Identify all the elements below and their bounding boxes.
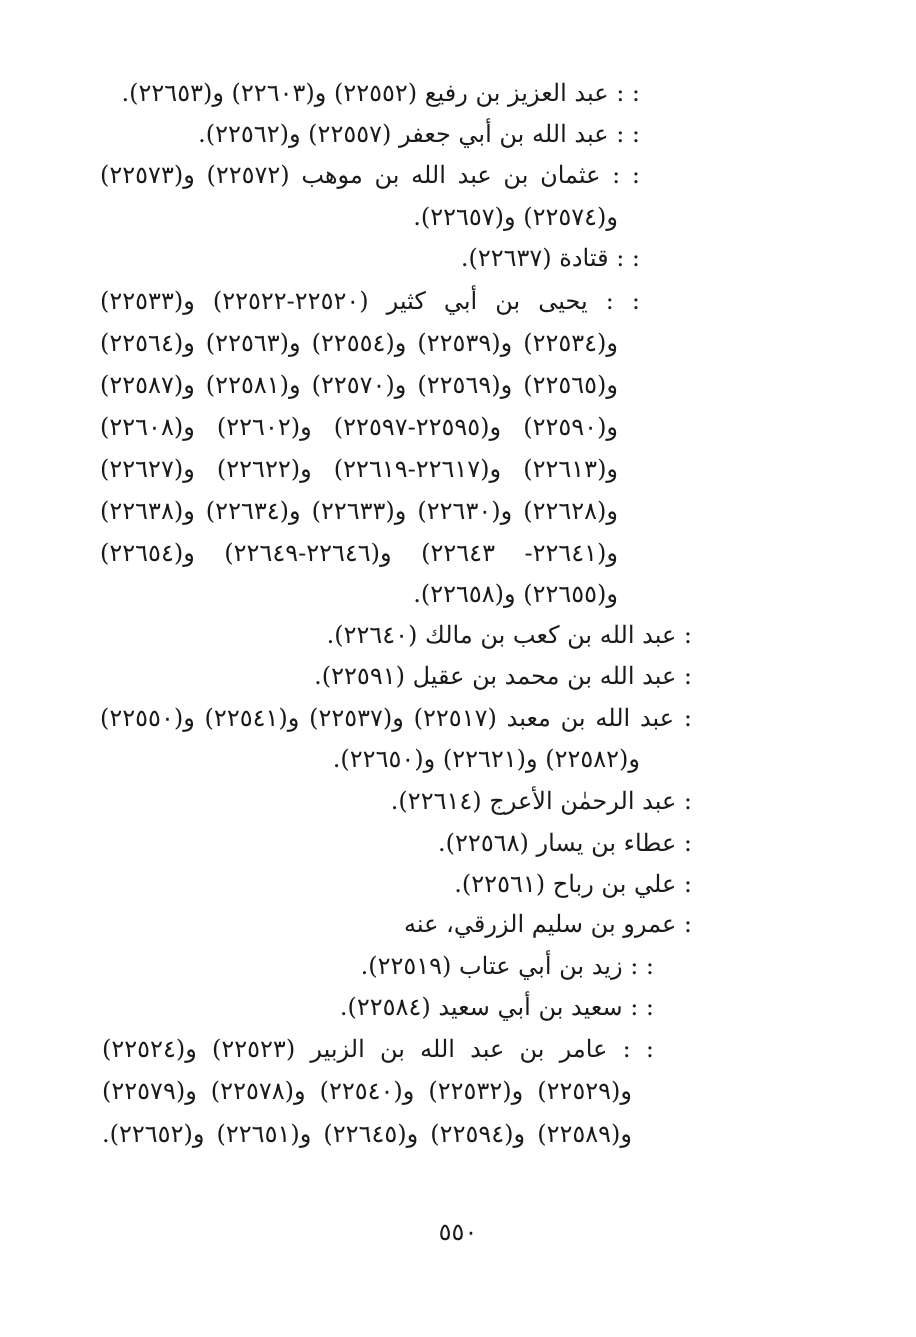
text-line: : : عامر بن عبد الله بن الزبير (٢٢٥٢٣) و(٢٢٥٢٤): [102, 1035, 654, 1063]
text-line: : عمرو بن سليم الزرقي، عنه: [404, 910, 692, 938]
page-number: ٥٥٠: [438, 1218, 478, 1246]
text-line: : عبد الله بن كعب بن مالك (٢٢٦٤٠).: [326, 621, 692, 649]
text-line: : عبد الله بن معبد (٢٢٥١٧) و(٢٢٥٣٧) و(٢٢٥٤١) و(٢٢٥٥٠): [100, 704, 692, 732]
text-line: : : قتادة (٢٢٦٣٧).: [460, 244, 640, 272]
text-line: و(٢٢٥٨٢) و(٢٢٦٢١) و(٢٢٦٥٠).: [332, 745, 640, 773]
text-line: : عطاء بن يسار (٢٢٥٦٨).: [438, 829, 692, 857]
text-line: و(٢٢٥٩٠) و(٢٢٥٩٥-٢٢٥٩٧) و(٢٢٦٠٢) و(٢٢٦٠٨): [100, 413, 619, 441]
text-line: و(٢٢٦٤١- ٢٢٦٤٣) و(٢٢٦٤٦-٢٢٦٤٩) و(٢٢٦٥٤): [100, 539, 618, 567]
text-line: : : عبد العزيز بن رفيع (٢٢٥٥٢) و(٢٢٦٠٣) و(٢٢٦٥٣).: [121, 79, 640, 107]
text-line: و(٢٢٦٥٥) و(٢٢٦٥٨).: [413, 580, 618, 608]
text-line: و(٢٢٥٨٩) و(٢٢٥٩٤) و(٢٢٦٤٥) و(٢٢٦٥١) و(٢٢٦٥٢).: [102, 1120, 632, 1148]
text-line: : : سعيد بن أبي سعيد (٢٢٥٨٤).: [339, 993, 654, 1021]
text-line: و(٢٢٦٢٨) و(٢٢٦٣٠) و(٢٢٦٣٣) و(٢٢٦٣٤) و(٢٢٦٣٨): [100, 497, 618, 525]
text-line: : : عثمان بن عبد الله بن موهب (٢٢٥٧٢) و(٢٢٥٧٣): [100, 161, 640, 189]
text-line: و(٢٢٥٣٤) و(٢٢٥٣٩) و(٢٢٥٥٤) و(٢٢٥٦٣) و(٢٢٥٦٤): [100, 329, 618, 357]
text-line: و(٢٢٥٧٤) و(٢٢٦٥٧).: [413, 203, 618, 231]
text-line: : علي بن رباح (٢٢٥٦١).: [454, 870, 692, 898]
text-line: : : عبد الله بن أبي جعفر (٢٢٥٥٧) و(٢٢٥٦٢).: [198, 120, 640, 148]
text-line: : : زيد بن أبي عتاب (٢٢٥١٩).: [360, 952, 654, 980]
text-line: : عبد الرحمٰن الأعرج (٢٢٦١٤).: [390, 787, 692, 815]
text-line: و(٢٢٦١٣) و(٢٢٦١٧-٢٢٦١٩) و(٢٢٦٢٢) و(٢٢٦٢٧): [100, 455, 619, 483]
text-line: : عبد الله بن محمد بن عقيل (٢٢٥٩١).: [314, 662, 692, 690]
text-line: و(٢٢٥٦٥) و(٢٢٥٦٩) و(٢٢٥٧٠) و(٢٢٥٨١) و(٢٢٥٨٧): [100, 371, 618, 399]
text-line: و(٢٢٥٢٩) و(٢٢٥٣٢) و(٢٢٥٤٠) و(٢٢٥٧٨) و(٢٢٥٧٩): [102, 1077, 632, 1105]
text-line: : : يحيى بن أبي كثير (٢٢٥٢٠-٢٢٥٢٢) و(٢٢٥٣٣): [100, 287, 640, 315]
